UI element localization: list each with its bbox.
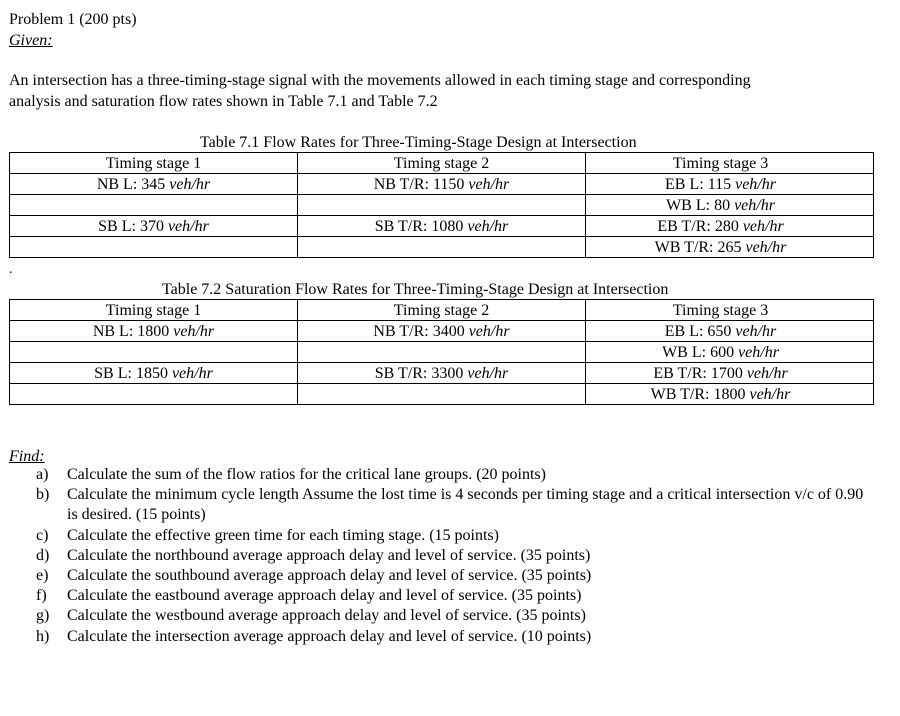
table-cell bbox=[298, 174, 586, 195]
find-list bbox=[36, 465, 876, 647]
movement-label: NB L: bbox=[92, 322, 138, 340]
flow-value: 1150 bbox=[433, 175, 465, 193]
table-cell bbox=[298, 321, 586, 342]
find-item-text: Calculate the westbound average approach delay and level of service. (35 points) bbox=[67, 607, 586, 625]
find-item-text: Calculate the intersection average approach delay and level of service. (10 points) bbox=[67, 627, 592, 645]
column-header: Timing stage 2 bbox=[298, 300, 586, 321]
table-row bbox=[10, 342, 874, 363]
flow-value: 3300 bbox=[431, 364, 464, 382]
column-header: Timing stage 2 bbox=[298, 153, 586, 174]
find-item bbox=[36, 627, 876, 647]
unit-label: veh/hr bbox=[169, 175, 211, 193]
find-item-text: Calculate the effective green time for each timing stage. (15 points) bbox=[67, 526, 499, 544]
unit-label: veh/hr bbox=[171, 364, 213, 382]
table-cell bbox=[10, 174, 298, 195]
find-item bbox=[36, 485, 876, 525]
table-cell bbox=[586, 363, 874, 384]
flow-value: 3400 bbox=[432, 322, 465, 340]
table-cell bbox=[10, 216, 298, 237]
find-item-marker: g) bbox=[36, 607, 50, 625]
find-item-marker: e) bbox=[36, 567, 49, 585]
unit-label: veh/hr bbox=[735, 322, 777, 340]
find-item bbox=[36, 606, 876, 626]
table-cell bbox=[298, 195, 586, 216]
table-cell bbox=[298, 237, 586, 258]
flow-rates-table bbox=[9, 152, 874, 258]
flow-value: 280 bbox=[714, 217, 739, 235]
intro-line-1: An intersection has a three-timing-stage signal with the movements allowed in each timing stage and corresponding bbox=[9, 72, 751, 89]
table2-caption: Table 7.2 Saturation Flow Rates for Three-Timing-Stage Design at Intersection bbox=[162, 281, 669, 298]
movement-label: SB T/R: bbox=[374, 217, 432, 235]
table-row bbox=[10, 195, 874, 216]
movement-label: NB T/R: bbox=[373, 175, 433, 193]
flow-value: 600 bbox=[710, 343, 735, 361]
flow-value: 345 bbox=[141, 175, 166, 193]
unit-label: veh/hr bbox=[746, 364, 788, 382]
table-cell bbox=[586, 174, 874, 195]
table-cell bbox=[10, 384, 298, 405]
table-cell bbox=[586, 342, 874, 363]
column-header: Timing stage 1 bbox=[10, 300, 298, 321]
find-item-marker: c) bbox=[36, 526, 49, 544]
find-item bbox=[36, 526, 876, 546]
table-cell bbox=[586, 216, 874, 237]
movement-label: EB T/R: bbox=[653, 364, 711, 382]
find-item-marker: a) bbox=[36, 466, 49, 483]
flow-value: 1700 bbox=[710, 364, 743, 382]
table-header-row bbox=[10, 300, 874, 321]
unit-label: veh/hr bbox=[734, 196, 775, 214]
movement-label: EB L: bbox=[665, 175, 708, 193]
intro-line-2: analysis and saturation flow rates shown in Table 7.1 and Table 7.2 bbox=[9, 93, 438, 110]
table-row bbox=[10, 321, 874, 342]
movement-label: SB L: bbox=[94, 364, 136, 382]
flow-value: 80 bbox=[714, 196, 731, 214]
saturation-flow-table bbox=[9, 299, 874, 405]
unit-label: veh/hr bbox=[745, 238, 787, 256]
find-item-marker: b) bbox=[36, 486, 50, 504]
unit-label: veh/hr bbox=[467, 217, 509, 235]
problem-title: Problem 1 (200 pts) bbox=[9, 11, 137, 28]
find-item-marker: h) bbox=[36, 627, 50, 645]
unit-label: veh/hr bbox=[738, 343, 779, 361]
unit-label: veh/hr bbox=[468, 322, 510, 340]
find-item-text: Calculate the northbound average approach delay and level of service. (35 points) bbox=[67, 546, 591, 564]
table-cell bbox=[586, 195, 874, 216]
column-header: Timing stage 1 bbox=[10, 153, 298, 174]
table-cell bbox=[586, 237, 874, 258]
movement-label: SB T/R: bbox=[374, 364, 432, 382]
find-item-text: Calculate the minimum cycle length Assume the lost time is 4 seconds per timing stage and a critical intersection v/c of 0.90 is desired. (15 points) bbox=[67, 486, 864, 524]
movement-label: EB L: bbox=[664, 322, 708, 340]
table-cell bbox=[298, 363, 586, 384]
find-item bbox=[36, 465, 876, 485]
flow-value: 265 bbox=[717, 238, 742, 256]
unit-label: veh/hr bbox=[468, 175, 510, 193]
table-cell bbox=[10, 363, 298, 384]
table-header-row bbox=[10, 153, 874, 174]
movement-label: WB L: bbox=[662, 343, 711, 361]
flow-value: 1850 bbox=[135, 364, 168, 382]
flow-value: 1080 bbox=[431, 217, 464, 235]
find-item-text: Calculate the sum of the flow ratios for the critical lane groups. (20 points) bbox=[67, 466, 546, 483]
flow-value: 1800 bbox=[713, 385, 746, 403]
find-item-marker: f) bbox=[36, 587, 47, 605]
find-item bbox=[36, 586, 876, 606]
movement-label: EB T/R: bbox=[657, 217, 715, 235]
table-cell bbox=[10, 342, 298, 363]
table1-caption: Table 7.1 Flow Rates for Three-Timing-Stage Design at Intersection bbox=[200, 134, 637, 151]
unit-label: veh/hr bbox=[167, 217, 209, 235]
find-item bbox=[36, 546, 876, 566]
table-row bbox=[10, 237, 874, 258]
find-item-text: Calculate the eastbound average approach delay and level of service. (35 points) bbox=[67, 587, 582, 605]
movement-label: WB T/R: bbox=[654, 238, 718, 256]
table-cell bbox=[298, 216, 586, 237]
flow-value: 1800 bbox=[137, 322, 170, 340]
table-cell bbox=[298, 342, 586, 363]
find-label: Find: bbox=[9, 448, 45, 465]
movement-label: WB T/R: bbox=[650, 385, 714, 403]
stray-mark: . bbox=[9, 262, 13, 277]
find-item-text: Calculate the southbound average approach delay and level of service. (35 points) bbox=[67, 567, 592, 585]
table-cell bbox=[586, 384, 874, 405]
unit-label: veh/hr bbox=[173, 322, 215, 340]
table-cell bbox=[10, 321, 298, 342]
movement-label: NB T/R: bbox=[373, 322, 433, 340]
table-row bbox=[10, 363, 874, 384]
table-cell bbox=[10, 195, 298, 216]
table-cell bbox=[10, 237, 298, 258]
movement-label: NB L: bbox=[96, 175, 142, 193]
flow-value: 115 bbox=[707, 175, 732, 193]
column-header: Timing stage 3 bbox=[586, 300, 874, 321]
unit-label: veh/hr bbox=[742, 217, 784, 235]
table-cell bbox=[586, 321, 874, 342]
table-row bbox=[10, 384, 874, 405]
unit-label: veh/hr bbox=[735, 175, 776, 193]
given-label: Given: bbox=[9, 32, 53, 49]
find-item-marker: d) bbox=[36, 546, 50, 564]
flow-value: 370 bbox=[139, 217, 164, 235]
table-row bbox=[10, 174, 874, 195]
find-item bbox=[36, 566, 876, 586]
unit-label: veh/hr bbox=[467, 364, 509, 382]
table-row bbox=[10, 216, 874, 237]
column-header: Timing stage 3 bbox=[586, 153, 874, 174]
unit-label: veh/hr bbox=[749, 385, 791, 403]
flow-value: 650 bbox=[707, 322, 732, 340]
table-cell bbox=[298, 384, 586, 405]
movement-label: WB L: bbox=[666, 196, 715, 214]
movement-label: SB L: bbox=[98, 217, 140, 235]
